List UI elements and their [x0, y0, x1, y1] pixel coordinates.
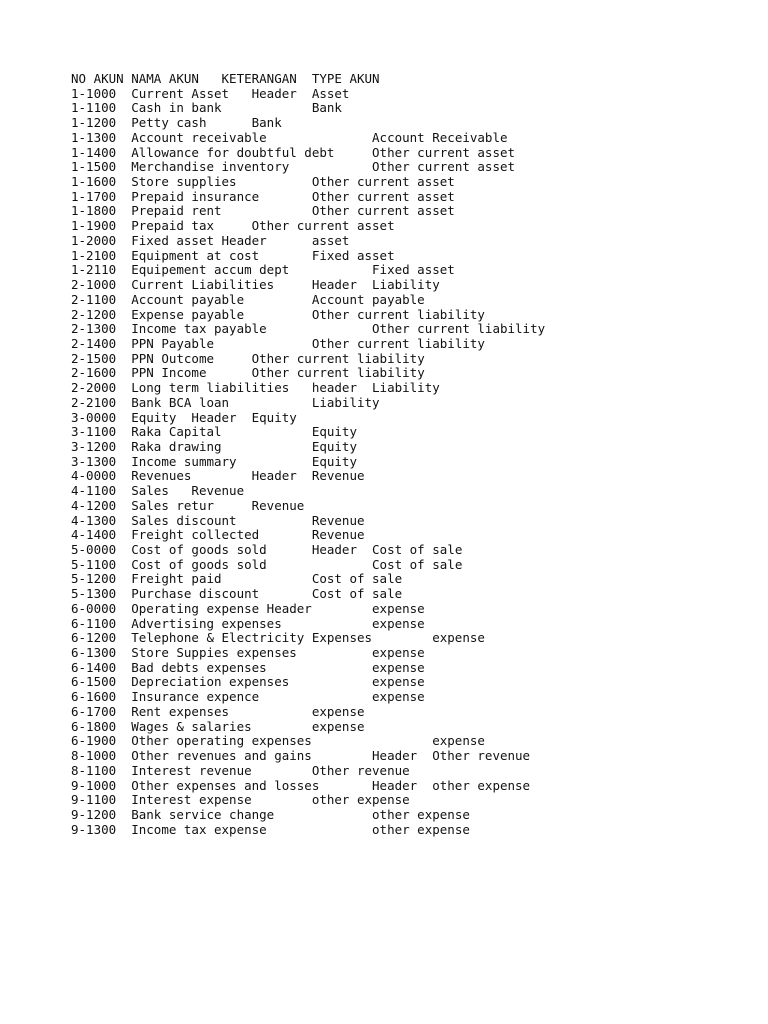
account-row: 5-1100 Cost of goods sold Cost of sale — [71, 556, 463, 572]
account-row: 9-1000 Other expenses and losses Header other expense — [71, 777, 531, 793]
account-row: 6-1500 Depreciation expenses expense — [71, 674, 425, 690]
account-row: 6-1200 Telephone & Electricity Expenses expense — [71, 630, 485, 646]
account-row: 2-1600 PPN Income Other current liability — [71, 365, 425, 381]
account-row: 5-0000 Cost of goods sold Header Cost of sale — [71, 542, 463, 557]
account-row: 9-1300 Income tax expense other expense — [71, 821, 470, 837]
header-row: NO AKUN NAMA AKUN KETERANGAN TYPE AKUN — [71, 71, 380, 86]
account-row: 8-1000 Other revenues and gains Header Other revenue — [71, 748, 531, 764]
account-row: 5-1200 Freight paid Cost of sale — [71, 571, 403, 587]
account-row: 1-1600 Store supplies Other current asset — [71, 174, 455, 190]
account-row: 1-1700 Prepaid insurance Other current asset — [71, 188, 455, 204]
account-row: 2-1200 Expense payable Other current liability — [71, 306, 485, 322]
account-row: 1-1100 Cash in bank Bank — [71, 100, 342, 116]
account-row: 1-1800 Prepaid rent Other current asset — [71, 203, 455, 219]
account-row: 1-1400 Allowance for doubtful debt Other current asset — [71, 144, 516, 160]
account-row: 9-1200 Bank service change other expense — [71, 806, 470, 822]
account-row: 1-1900 Prepaid tax Other current asset — [71, 218, 395, 234]
account-row: 6-1300 Store Suppies expenses expense — [71, 645, 425, 661]
account-row: 4-1400 Freight collected Revenue — [71, 527, 365, 543]
account-row: 1-1200 Petty cash Bank — [71, 115, 282, 131]
account-row: 1-2000 Fixed asset Header asset — [71, 232, 350, 248]
account-row: 6-1900 Other operating expenses expense — [71, 733, 485, 749]
account-row: 6-1400 Bad debts expenses expense — [71, 659, 425, 675]
account-row: 4-1300 Sales discount Revenue — [71, 512, 365, 528]
account-row: 6-1700 Rent expenses expense — [71, 703, 365, 719]
account-row: 2-2000 Long term liabilities header Liability — [71, 380, 440, 396]
account-row: 2-2100 Bank BCA loan Liability — [71, 394, 380, 410]
account-row: 3-0000 Equity Header Equity — [71, 409, 297, 425]
account-row: 8-1100 Interest revenue Other revenue — [71, 762, 410, 778]
account-row: 2-1100 Account payable Account payable — [71, 291, 425, 307]
account-row: 6-1100 Advertising expenses expense — [71, 615, 425, 631]
account-row: 6-1800 Wages & salaries expense — [71, 718, 365, 734]
account-row: 2-1000 Current Liabilities Header Liability — [71, 277, 440, 293]
account-row: 6-0000 Operating expense Header expense — [71, 600, 425, 616]
account-row: 5-1300 Purchase discount Cost of sale — [71, 586, 403, 602]
account-row: 4-1200 Sales retur Revenue — [71, 497, 305, 513]
account-row: 4-0000 Revenues Header Revenue — [71, 468, 365, 484]
account-row: 1-1300 Account receivable Account Receivable — [71, 129, 508, 145]
account-row: 1-2100 Equipment at cost Fixed asset — [71, 247, 395, 263]
account-row: 9-1100 Interest expense other expense — [71, 792, 410, 808]
account-row: 1-1500 Merchandise inventory Other current asset — [71, 159, 516, 175]
account-row: 1-1000 Current Asset Header Asset — [71, 85, 350, 101]
account-row: 2-1400 PPN Payable Other current liability — [71, 335, 485, 351]
account-row: 6-1600 Insurance expence expense — [71, 689, 425, 705]
account-row: 4-1100 Sales Revenue — [71, 483, 245, 499]
account-row: 3-1200 Raka drawing Equity — [71, 438, 357, 454]
account-row: 3-1300 Income summary Equity — [71, 453, 357, 469]
document-page — [71, 72, 731, 837]
account-row: 2-1500 PPN Outcome Other current liability — [71, 350, 425, 366]
account-row: 2-1300 Income tax payable Other current liability — [71, 321, 546, 337]
account-row: 1-2110 Equipement accum dept Fixed asset — [71, 262, 455, 278]
account-row: 3-1100 Raka Capital Equity — [71, 424, 357, 440]
